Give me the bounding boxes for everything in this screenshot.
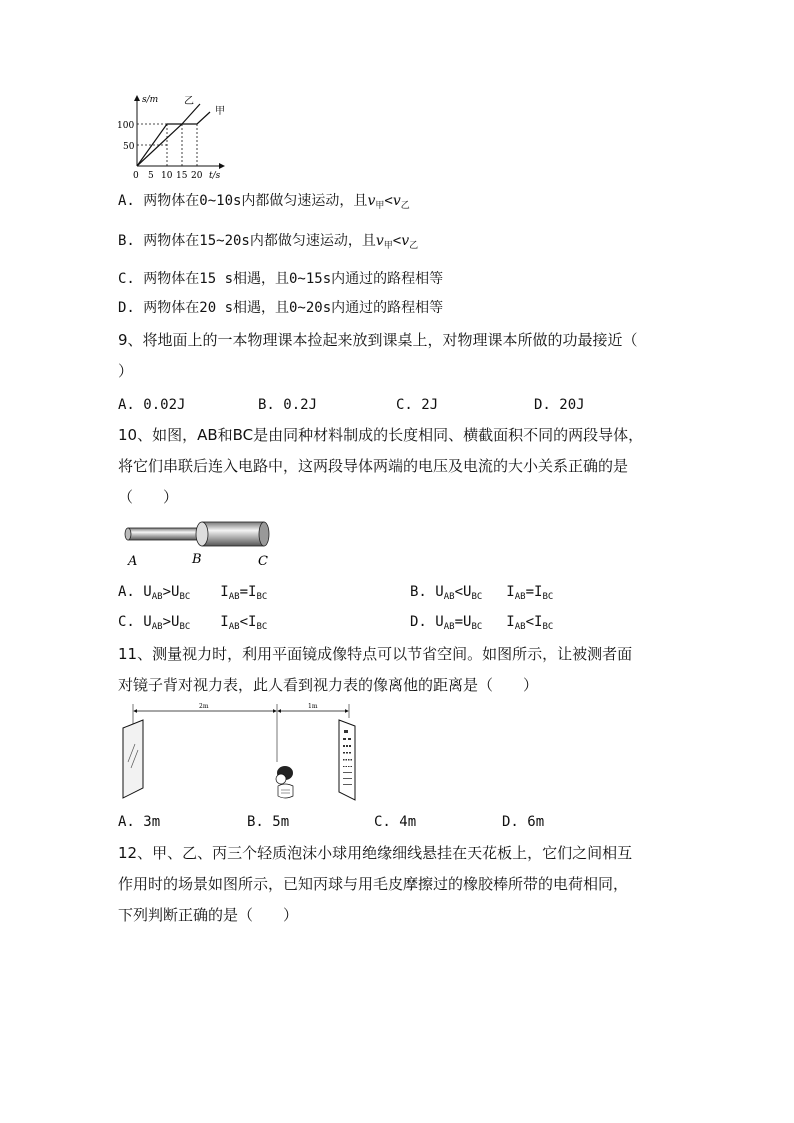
thick-conductor-bc (202, 522, 264, 546)
eye-test-figure (115, 700, 365, 810)
x-tick-20: 20 (191, 171, 203, 180)
label-a: A (128, 554, 138, 569)
dim-2m-label: 2m (199, 703, 209, 710)
y-tick-50: 50 (123, 142, 135, 152)
q12-stem-line1: 12、甲、乙、丙三个轻质泡沫小球用绝缘细线悬挂在天花板上，它们之间相互 (118, 844, 633, 862)
label-c: C (258, 554, 268, 569)
q8-option-a: A. 两物体在0~10s内都做匀速运动，且$v_甲<v_乙$ (118, 193, 410, 211)
q10-option-b: B. $U_{AB}<U_{BC}$ $I_{AB}=I_{BC}$ (410, 584, 554, 602)
q9-stem-line2: ） (118, 362, 134, 380)
q11-option-d: D. 6m (502, 814, 545, 830)
x-tick-0: 0 (133, 171, 139, 180)
q10-option-a: A. $U_{AB}>U_{BC}$ $I_{AB}=I_{BC}$ (118, 584, 268, 602)
thick-conductor-right-face (259, 522, 269, 546)
x-tick-10: 10 (161, 171, 173, 180)
q9-option-b: B. 0.2J (258, 397, 318, 413)
line-jia (137, 112, 210, 166)
q10-option-c: C. $U_{AB}>U_{BC}$ $I_{AB}<I_{BC}$ (118, 614, 268, 632)
x-tick-15: 15 (176, 171, 188, 180)
s-t-graph (112, 92, 232, 180)
x-tick-5: 5 (148, 171, 154, 180)
label-yi: 乙 (184, 96, 194, 107)
q12-stem-line3: 下列判断正确的是（ ） (118, 906, 299, 924)
q10-stem-line2: 将它们串联后连入电路中，这两段导体两端的电压及电流的大小关系正确的是 (118, 457, 629, 475)
q10-stem-line3: （ ） (118, 488, 179, 506)
y-axis-label: s/m (142, 95, 159, 105)
line-yi (137, 104, 200, 166)
dim-1m-label: 1m (308, 703, 318, 710)
person (276, 766, 293, 798)
plane-mirror (123, 720, 143, 798)
thin-conductor-end (125, 528, 131, 540)
q8-option-d: D. 两物体在20 s相遇，且0~20s内通过的路程相等 (118, 300, 444, 316)
q11-option-a: A. 3m (118, 814, 161, 830)
q9-option-a: A. 0.02J (118, 397, 186, 413)
q9-option-d: D. 20J (534, 397, 585, 413)
q11-stem-line1: 11、测量视力时，利用平面镜成像特点可以节省空间。如图所示，让被测者面 (118, 645, 633, 663)
q12-stem-line2: 作用时的场景如图所示，已知丙球与用毛皮摩擦过的橡胶棒所带的电荷相同， (118, 875, 629, 893)
label-b: B (192, 552, 202, 567)
q9-stem-line1: 9、将地面上的一本物理课本捡起来放到课桌上，对物理课本所做的功最接近（ (118, 331, 638, 349)
q10-stem-line1: 10、如图，AB和BC是由同种材料制成的长度相同、横截面积不同的两段导体， (118, 426, 644, 444)
conductor-figure (118, 518, 278, 570)
y-tick-100: 100 (117, 121, 135, 131)
q8-option-c: C. 两物体在15 s相遇，且0~15s内通过的路程相等 (118, 271, 444, 287)
thick-conductor-left-face (196, 522, 208, 546)
q11-option-c: C. 4m (374, 814, 417, 830)
q11-stem-line2: 对镜子背对视力表，此人看到视力表的像离他的距离是（ ） (118, 676, 539, 694)
q11-option-b: B. 5m (247, 814, 290, 830)
thin-conductor-ab (128, 528, 202, 540)
q8-option-b: B. 两物体在15~20s内都做匀速运动，且$v_甲<v_乙$ (118, 233, 419, 251)
q10-option-d: D. $U_{AB}=U_{BC}$ $I_{AB}<I_{BC}$ (410, 614, 554, 632)
label-jia: 甲 (215, 106, 225, 117)
q9-option-c: C. 2J (396, 397, 439, 413)
x-axis-label: t/s (209, 171, 221, 180)
